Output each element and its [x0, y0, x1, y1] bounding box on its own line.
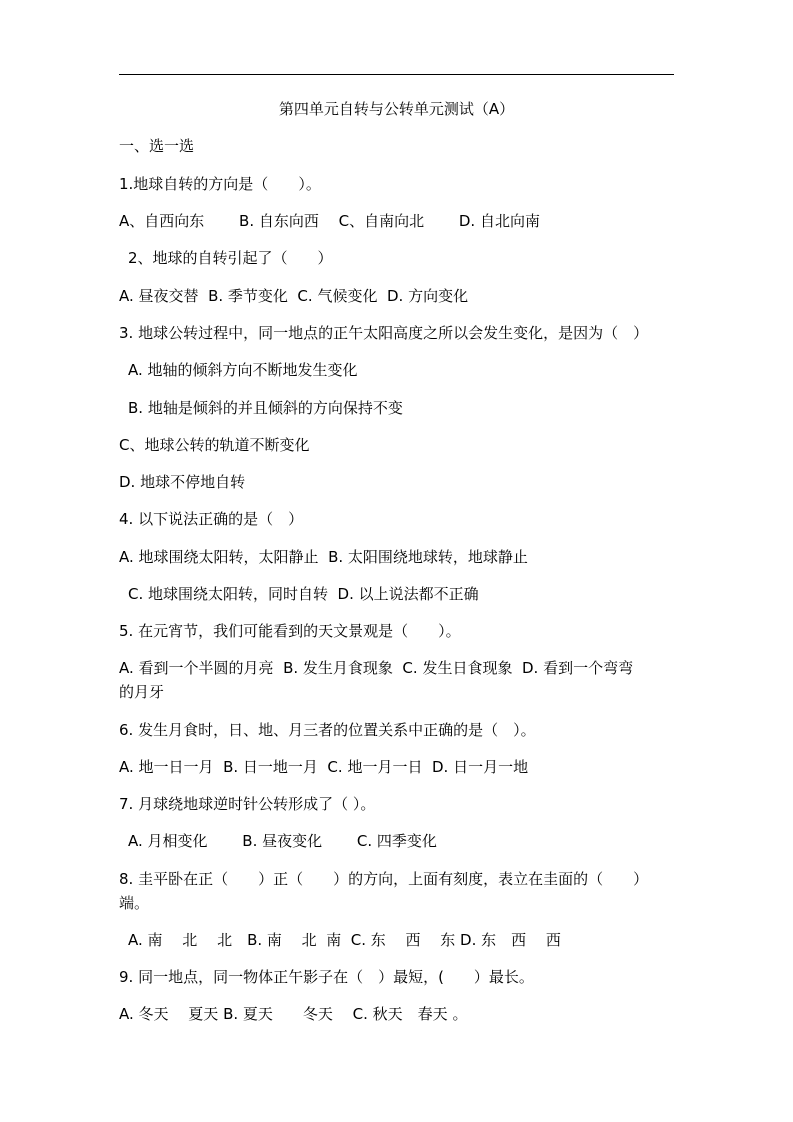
question-3: 3. 地球公转过程中，同一地点的正午太阳高度之所以会发生变化，是因为（ ） — [119, 324, 649, 342]
question-8-options: A. 南 北 北 B. 南 北 南 C. 东 西 东 D. 东 西 西 — [128, 931, 561, 949]
header-rule — [119, 74, 674, 75]
question-4: 4. 以下说法正确的是（ ） — [119, 510, 304, 528]
section-heading: 一、选一选 — [119, 137, 195, 155]
question-3-option-c: C、地球公转的轨道不断变化 — [119, 436, 310, 454]
question-9-options: A. 冬天 夏天 B. 夏天 冬天 C. 秋天 春天 。 — [119, 1005, 468, 1023]
question-7: 7. 月球绕地球逆时针公转形成了（ ）。 — [119, 795, 376, 813]
question-7-options: A. 月相变化 B. 昼夜变化 C. 四季变化 — [128, 832, 437, 850]
question-9: 9. 同一地点，同一物体正午影子在（ ）最短，( ）最长。 — [119, 968, 534, 986]
question-2-options: A. 昼夜交替 B. 季节变化 C. 气候变化 D. 方向变化 — [119, 287, 469, 305]
question-1-options: A、自西向东 B. 自东向西 C、自南向北 D. 自北向南 — [119, 212, 540, 230]
question-5-options-cont: 的月牙 — [119, 683, 165, 701]
question-4-options-ab: A. 地球围绕太阳转，太阳静止 B. 太阳围绕地球转，地球静止 — [119, 548, 528, 566]
question-2: 2、地球的自转引起了（ ） — [128, 249, 333, 267]
question-5: 5. 在元宵节，我们可能看到的天文景观是（ ）。 — [119, 622, 461, 640]
question-6: 6. 发生月食时，日、地、月三者的位置关系中正确的是（ ）。 — [119, 721, 536, 739]
question-3-option-d: D. 地球不停地自转 — [119, 473, 246, 491]
question-3-option-a: A. 地轴的倾斜方向不断地发生变化 — [128, 361, 358, 379]
question-3-option-b: B. 地轴是倾斜的并且倾斜的方向保持不变 — [128, 399, 403, 417]
question-8-cont: 端。 — [119, 894, 150, 912]
question-4-options-cd: C. 地球围绕太阳转，同时自转 D. 以上说法都不正确 — [128, 585, 479, 603]
question-1: 1.地球自转的方向是（ ）。 — [119, 175, 321, 193]
page-title: 第四单元自转与公转单元测试（A） — [278, 100, 515, 118]
question-8: 8. 圭平卧在正（ ）正（ ）的方向，上面有刻度，表立在圭面的（ ） — [119, 870, 649, 888]
question-5-options: A. 看到一个半圆的月亮 B. 发生月食现象 C. 发生日食现象 D. 看到一个弯弯 — [119, 659, 634, 677]
question-6-options: A. 地一日一月 B. 日一地一月 C. 地一月一日 D. 日一月一地 — [119, 758, 529, 776]
